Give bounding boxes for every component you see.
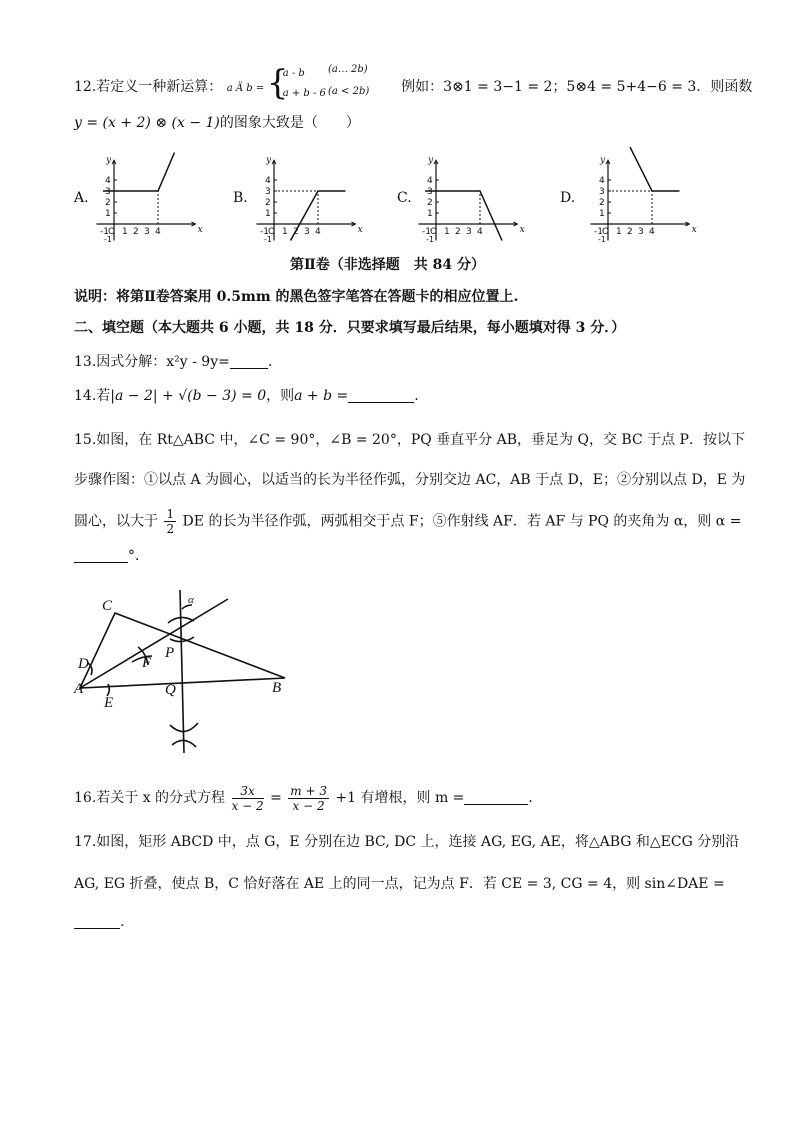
x-tick-label: 4: [649, 227, 655, 237]
section-note: 说明：将第Ⅱ卷答案用 0.5mm 的黑色签字笔答在答题卡的相应位置上.: [74, 289, 519, 305]
q15-end: °．: [128, 548, 149, 564]
y-tick-label: 1: [105, 209, 111, 219]
x-tick-label: O: [268, 227, 276, 237]
y-tick-label: 2: [265, 198, 271, 208]
neg-y-label: -1: [598, 235, 606, 244]
q14-prefix: 14.若: [74, 388, 111, 404]
q17-line2: AG, EG 折叠，使点 B，C 恰好落在 AE 上的同一点，记为点 F．若 CE = 3, CG = 4，则 sin∠DAE =: [74, 876, 725, 892]
q16-eq: =: [270, 790, 282, 806]
x-tick-label: 1: [122, 227, 128, 237]
x-tick-label: 3: [466, 227, 472, 237]
label-f: F: [142, 655, 152, 671]
y-tick-label: 4: [427, 176, 433, 186]
x-tick-label: O: [108, 227, 116, 237]
y-tick-label: 3: [427, 187, 433, 197]
x-tick-label: 4: [315, 227, 321, 237]
q14-expr2: a + b =: [294, 388, 349, 404]
y-tick-label: 1: [599, 209, 605, 219]
y-tick-label: 3: [599, 187, 605, 197]
x-tick-label: O: [430, 227, 438, 237]
x-axis-label: x: [357, 225, 363, 235]
x-tick-label: -1: [594, 227, 603, 237]
label-a: A: [74, 681, 84, 697]
neg-y-label: -1: [104, 235, 112, 244]
x-tick-label: 3: [304, 227, 310, 237]
label-e: E: [104, 695, 114, 711]
q13: [74, 352, 272, 372]
graph-d[interactable]: [586, 150, 697, 246]
frac-den: 2: [166, 522, 175, 536]
q17-line3: [74, 912, 124, 932]
op-lhs: a Ä b =: [226, 83, 265, 94]
q16-lhs-fraction: [232, 784, 264, 813]
label-c: C: [102, 598, 113, 614]
option-c-label[interactable]: C.: [397, 190, 412, 206]
half-fraction: [164, 507, 176, 536]
section-heading: 二、填空题（本大题共 6 小题，共 18 分．只要求填写最后结果，每小题填对得 3 分．）: [74, 320, 626, 336]
x-tick-label: 1: [444, 227, 450, 237]
case2-cond: (a < 2b): [328, 86, 370, 97]
q14-answer-blank[interactable]: [348, 388, 414, 403]
q16-lhs-den: x − 2: [231, 798, 264, 813]
x-tick-label: 2: [293, 227, 299, 237]
q16: [74, 780, 533, 816]
y-axis-label: y: [428, 155, 434, 166]
neg-y-label: -1: [426, 235, 434, 244]
q15-line1: 15.如图，在 Rt△ABC 中，∠C = 90°，∠B = 20°，PQ 垂直平分 AB，垂足为 Q，交 BC 于点 P．按以下: [74, 432, 745, 448]
q13-end: .: [267, 354, 273, 370]
option-b-label[interactable]: B.: [233, 190, 248, 206]
option-d-label[interactable]: D.: [560, 190, 576, 206]
q12-prefix: 12.若定义一种新运算：: [74, 79, 223, 95]
q14: [74, 386, 419, 406]
q15-line3-post: DE 的长为半径作弧，两弧相交于点 F；⑤作射线 AF．若 AF 与 PQ 的夹角为 α，则 α =: [182, 513, 742, 530]
y-tick-label: 4: [265, 176, 271, 186]
q15-answer-blank[interactable]: [74, 548, 128, 563]
q12-example: 例如：3⊗1 = 3−1 = 2；5⊗4 = 5+4−6 = 3．则函数: [401, 79, 753, 95]
graph-a[interactable]: [92, 150, 203, 246]
q16-prefix: 16.若关于 x 的分式方程: [74, 790, 226, 806]
section-title: 第Ⅱ卷（非选择题 共 84 分）: [290, 257, 486, 273]
q17-end: .: [120, 914, 125, 930]
perp-bisector-pq: [180, 590, 184, 753]
q17-answer-blank[interactable]: [74, 914, 120, 929]
q15-line2: 步骤作图：①以点 A 为圆心，以适当的长为半径作弧，分别交边 AC，AB 于点 D，E；②分别以点 D，E 为: [74, 472, 746, 488]
x-tick-label: 2: [455, 227, 461, 237]
q16-rhs-den: x − 2: [292, 798, 325, 813]
y-tick-label: 2: [427, 198, 433, 208]
label-p: P: [165, 645, 175, 661]
label-d: D: [78, 656, 89, 672]
y-tick-label: 4: [105, 176, 111, 186]
y-tick-label: 4: [599, 176, 605, 186]
x-axis-label: x: [519, 225, 525, 235]
x-tick-label: -1: [260, 227, 269, 237]
q16-lhs-num: 3x: [232, 784, 264, 799]
q16-end: .: [528, 790, 533, 806]
q15-line3-pre: 圆心，以大于: [74, 513, 158, 530]
q16-rhs-num: m + 3: [290, 783, 327, 798]
x-tick-label: 1: [616, 227, 622, 237]
q12-function: y = (x + 2) ⊗ (x − 1): [74, 115, 220, 131]
label-b: B: [272, 680, 282, 696]
x-axis-label: x: [197, 225, 203, 235]
y-axis-label: y: [600, 155, 606, 166]
function-curve: [630, 147, 680, 191]
y-tick-label: 3: [265, 187, 271, 197]
q16-tail: +1 有增根，则 m =: [335, 790, 465, 806]
q16-answer-blank[interactable]: [464, 790, 528, 805]
case2-expr: a + b - 6: [282, 88, 326, 99]
y-axis-label: y: [266, 155, 272, 166]
y-tick-label: 1: [427, 209, 433, 219]
q12-line2: [74, 113, 360, 133]
x-tick-label: 4: [155, 227, 161, 237]
y-tick-label: 3: [105, 187, 111, 197]
y-tick-label: 2: [105, 198, 111, 208]
q12-line1: [74, 63, 753, 104]
q14-expr: |a − 2| + √(b − 3) = 0: [110, 388, 267, 404]
case1-cond: (a… 2b): [328, 64, 368, 75]
graph-b[interactable]: [252, 150, 363, 246]
q14-mid: ，则: [266, 388, 295, 404]
case1-expr: a - b: [282, 68, 305, 79]
label-q: Q: [165, 682, 176, 698]
q15-figure: [70, 585, 300, 760]
q17-line1: 17.如图，矩形 ABCD 中，点 G，E 分别在边 BC, DC 上，连接 AG, EG, AE，将△ABG 和△ECG 分别沿: [74, 834, 740, 850]
q16-rhs-fraction: [288, 784, 329, 813]
frac-num: 1: [166, 507, 175, 521]
y-tick-label: 2: [599, 198, 605, 208]
option-a-label[interactable]: A.: [74, 190, 89, 206]
neg-y-label: -1: [264, 235, 272, 244]
q15-line3: [74, 507, 741, 536]
graph-c[interactable]: [414, 150, 525, 246]
x-tick-label: 1: [282, 227, 288, 237]
y-tick-label: 1: [265, 209, 271, 219]
brace-icon: {: [266, 63, 289, 103]
q15-line4: [74, 546, 149, 566]
x-tick-label: -1: [422, 227, 431, 237]
x-tick-label: 3: [144, 227, 150, 237]
x-tick-label: O: [602, 227, 610, 237]
y-axis-label: y: [106, 155, 112, 166]
q12-tail: 的图象大致是（ ）: [219, 115, 360, 131]
q13-text: 13.因式分解：x²y - 9y=: [74, 354, 230, 370]
x-tick-label: 2: [627, 227, 633, 237]
x-tick-label: -1: [100, 227, 109, 237]
q13-answer-blank[interactable]: [230, 354, 268, 369]
label-alpha: α: [188, 594, 194, 606]
q14-end: .: [414, 388, 419, 404]
x-tick-label: 4: [477, 227, 483, 237]
x-tick-label: 2: [133, 227, 139, 237]
x-axis-label: x: [691, 225, 697, 235]
x-tick-label: 3: [638, 227, 644, 237]
